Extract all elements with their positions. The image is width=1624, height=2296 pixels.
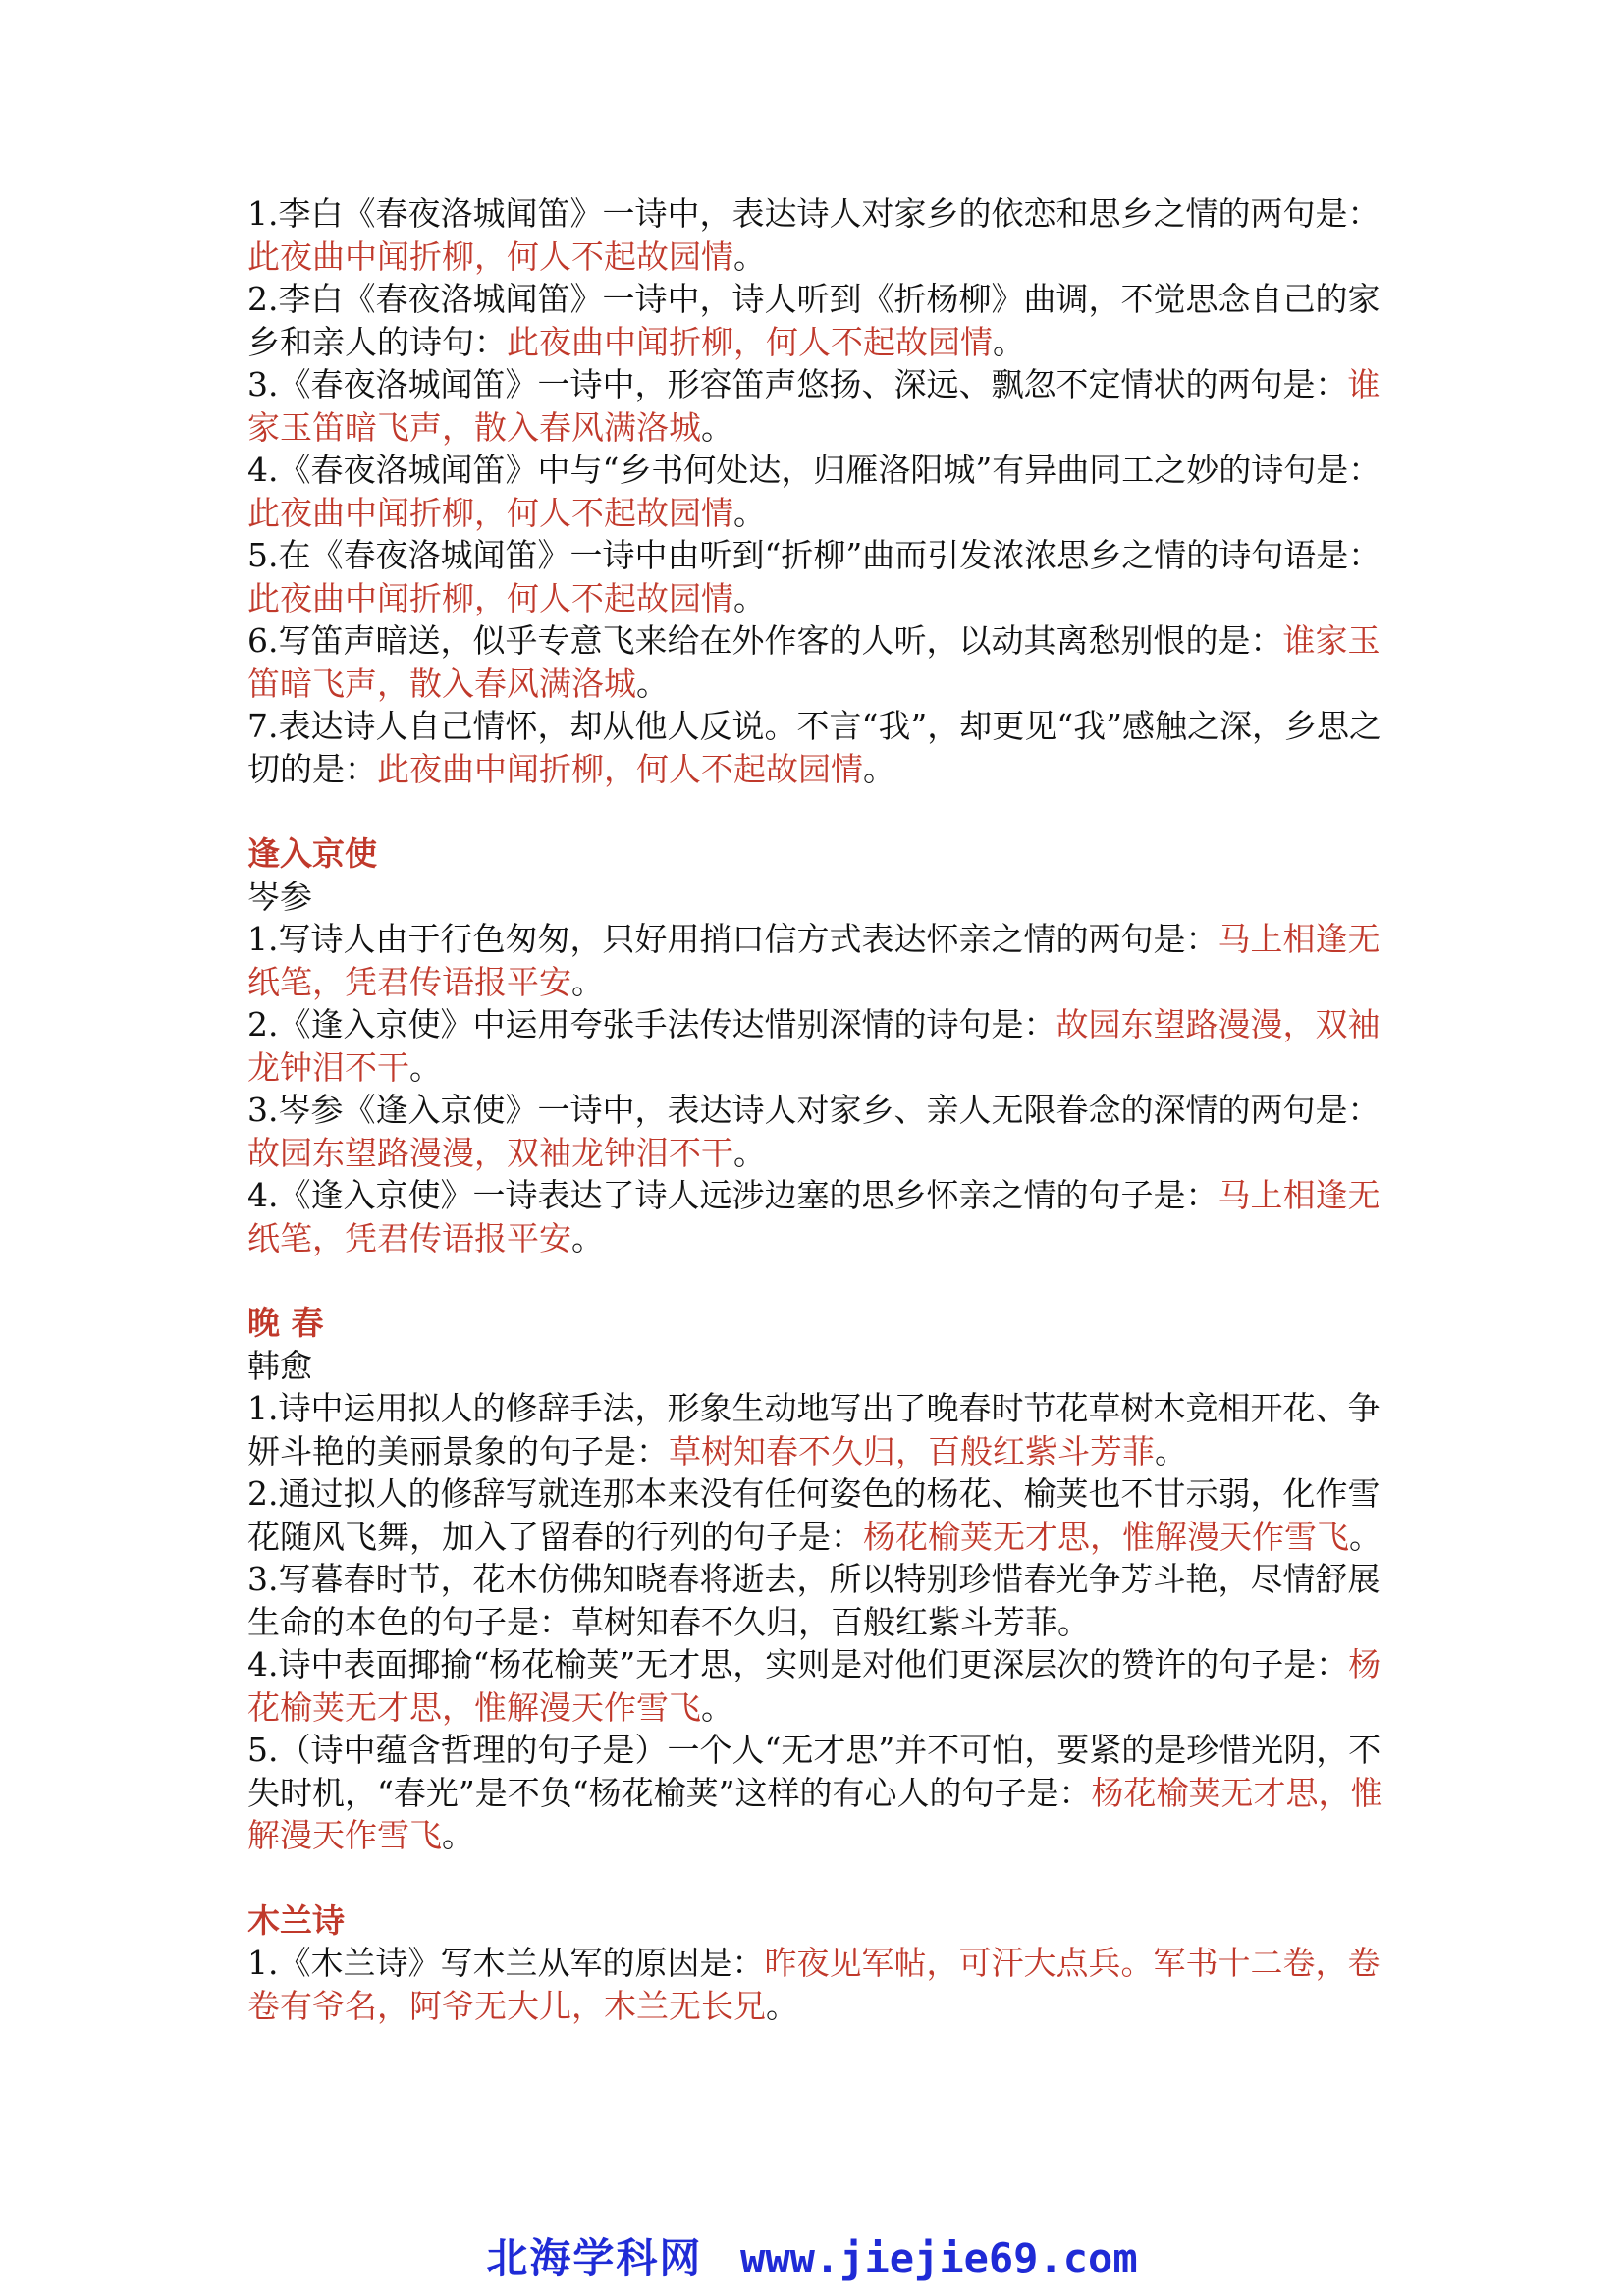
question-text: 4.诗中表面揶揄“杨花榆荚”无才思，实则是对他们更深层次的赞许的句子是： — [247, 1645, 1349, 1683]
question-text: 。 — [1349, 1517, 1381, 1556]
answer-text: 故园东望路漫漫，双袖 — [1056, 1005, 1380, 1043]
question-item — [247, 1643, 1390, 1729]
question-text: 妍斗艳的美丽景象的句子是： — [247, 1431, 669, 1470]
text-line — [247, 1558, 1390, 1601]
text-line — [247, 449, 1390, 492]
answer-text: 草树知春不久归，百般红紫斗芳菲 — [669, 1431, 1155, 1470]
text-line — [247, 1089, 1390, 1132]
question-text: 生命的本色的句子是：草树知春不久归，百般红紫斗芳菲。 — [247, 1602, 1090, 1641]
text-line — [247, 705, 1390, 748]
question-text: 1.李白《春夜洛城闻笛》一诗中，表达诗人对家乡的依恋和思乡之情的两句是： — [247, 194, 1380, 233]
answer-text: 马上相逢无 — [1218, 1176, 1380, 1214]
question-item — [247, 1003, 1390, 1089]
footer-brand: 北海学科网 — [486, 2234, 703, 2282]
section — [247, 832, 1390, 1259]
text-line — [247, 1217, 1390, 1260]
text-line — [247, 363, 1390, 406]
question-item — [247, 705, 1390, 790]
footer-url[interactable]: www.jiejie69.com — [740, 2234, 1138, 2282]
text-line — [247, 492, 1390, 535]
question-text: 3.《春夜洛城闻笛》一诗中，形容笛声悠扬、深远、飘忽不定情状的两句是： — [247, 365, 1348, 403]
question-text: 失时机，“春光”是不负“杨花榆荚”这样的有心人的句子是： — [247, 1773, 1092, 1812]
question-text: 切的是： — [247, 749, 377, 788]
answer-text: 杨 — [1348, 1645, 1381, 1683]
answer-text: 此夜曲中闻折柳，何人不起故园情 — [247, 578, 733, 617]
question-text: 5.在《春夜洛城闻笛》一诗中由听到“折柳”曲而引发浓浓思乡之情的诗句语是： — [247, 536, 1381, 574]
question-item — [247, 1942, 1390, 2027]
question-text: 6.写笛声暗送，似乎专意飞来给在外作客的人听，以动其离愁别恨的是： — [247, 621, 1283, 660]
answer-text: 解漫天作雪飞 — [247, 1816, 442, 1854]
answer-text: 杨花榆荚无才思，惟 — [1091, 1773, 1383, 1812]
text-line — [247, 1387, 1390, 1430]
text-line — [247, 748, 1390, 791]
question-item — [247, 1558, 1390, 1643]
section-author: 韩愈 — [247, 1346, 312, 1385]
text-line — [247, 1643, 1390, 1686]
question-item — [247, 1387, 1390, 1472]
question-item — [247, 534, 1390, 619]
question-text: 3.写暮春时节，花木仿佛知晓春将逝去，所以特别珍惜春光争芳斗艳，尽情舒展 — [247, 1560, 1380, 1598]
text-line — [247, 1430, 1390, 1473]
question-text: 3.岑参《逢入京使》一诗中，表达诗人对家乡、亲人无限眷念的深情的两句是： — [247, 1091, 1380, 1129]
question-text: 。 — [733, 1133, 766, 1172]
text-line — [247, 1985, 1390, 2028]
answer-text: 谁 — [1347, 365, 1380, 403]
question-text: 。 — [733, 493, 766, 532]
text-line — [247, 577, 1390, 620]
section — [247, 1899, 1390, 2028]
question-text: 。 — [1155, 1431, 1187, 1470]
question-text: 4.《春夜洛城闻笛》中与“乡书何处达，归雁洛阳城”有异曲同工之妙的诗句是： — [247, 451, 1381, 489]
question-item — [247, 1729, 1390, 1857]
question-item — [247, 1174, 1390, 1259]
text-line — [247, 406, 1390, 450]
question-text: 2.李白《春夜洛城闻笛》一诗中，诗人听到《折杨柳》曲调，不觉思念自己的家 — [247, 280, 1380, 318]
text-line — [247, 1942, 1390, 1985]
question-text: 。 — [733, 237, 766, 276]
question-item — [247, 1089, 1390, 1174]
answer-text: 谁家玉 — [1282, 621, 1380, 660]
text-line — [247, 278, 1390, 321]
question-text: 。 — [766, 1986, 798, 2025]
question-text: 。 — [701, 407, 733, 447]
answer-text: 此夜曲中闻折柳，何人不起故园情 — [377, 749, 863, 788]
text-line — [247, 1601, 1390, 1644]
question-text: 。 — [571, 962, 604, 1001]
text-line — [247, 619, 1390, 663]
question-text: 。 — [571, 1218, 604, 1257]
answer-text: 笛暗飞声，散入春风满洛城 — [247, 664, 636, 703]
question-item — [247, 449, 1390, 534]
question-text: 。 — [636, 664, 669, 703]
question-text: 7.表达诗人自己情怀，却从他人反说。不言“我”，却更见“我”感触之深，乡思之 — [247, 707, 1381, 745]
section-author: 岑参 — [247, 877, 312, 916]
question-text: 4.《逢入京使》一诗表达了诗人远涉边塞的思乡怀亲之情的句子是： — [247, 1176, 1218, 1214]
answer-text: 家玉笛暗飞声，散入春风满洛城 — [247, 407, 701, 447]
answer-text: 龙钟泪不干 — [247, 1047, 409, 1087]
document-body — [247, 192, 1390, 2027]
answer-text: 故园东望路漫漫，双袖龙钟泪不干 — [247, 1133, 733, 1172]
question-text: 。 — [733, 578, 766, 617]
footer-watermark — [0, 2233, 1624, 2284]
question-text: 5.（诗中蕴含哲理的句子是）一个人“无才思”并不可怕，要紧的是珍惜光阴，不 — [247, 1731, 1381, 1769]
section — [247, 1302, 1390, 1857]
answer-text: 卷有爷名，阿爷无大儿，木兰无长兄 — [247, 1986, 766, 2025]
answer-text: 纸笔，凭君传语报平安 — [247, 962, 571, 1001]
question-text: 。 — [701, 1687, 733, 1727]
text-line — [247, 1516, 1390, 1559]
text-line — [247, 1729, 1390, 1772]
text-line — [247, 236, 1390, 279]
question-item — [247, 918, 1390, 1003]
question-item — [247, 619, 1390, 705]
answer-text: 此夜曲中闻折柳，何人不起故园情 — [247, 237, 733, 276]
question-text: 。 — [409, 1047, 442, 1087]
question-text: 花随风飞舞，加入了留春的行列的句子是： — [247, 1517, 863, 1556]
text-line — [247, 534, 1390, 577]
question-text: 1.写诗人由于行色匆匆，只好用捎口信方式表达怀亲之情的两句是： — [247, 920, 1218, 958]
text-line — [247, 1046, 1390, 1090]
text-line — [247, 918, 1390, 961]
question-text: 。 — [863, 749, 895, 788]
section-title: 晚 春 — [247, 1304, 324, 1342]
text-line — [247, 1472, 1390, 1516]
text-line — [247, 663, 1390, 706]
question-text: 。 — [993, 322, 1025, 361]
question-text: 乡和亲人的诗句： — [247, 322, 507, 361]
question-item — [247, 278, 1390, 363]
text-line — [247, 961, 1390, 1004]
question-item — [247, 192, 1390, 278]
answer-text: 马上相逢无 — [1218, 920, 1380, 958]
text-line — [247, 1772, 1390, 1815]
answer-text: 此夜曲中闻折柳，何人不起故园情 — [507, 322, 993, 361]
answer-text: 花榆荚无才思，惟解漫天作雪飞 — [247, 1687, 701, 1727]
text-line — [247, 192, 1390, 236]
text-line — [247, 1814, 1390, 1857]
question-text: 2.通过拟人的修辞写就连那本来没有任何姿色的杨花、榆荚也不甘示弱，化作雪 — [247, 1474, 1380, 1513]
question-text: 1.诗中运用拟人的修辞手法，形象生动地写出了晚春时节花草树木竞相开花、争 — [247, 1389, 1380, 1427]
text-line — [247, 1174, 1390, 1217]
question-text: 。 — [442, 1816, 474, 1854]
text-line — [247, 1132, 1390, 1175]
question-text: 2.《逢入京使》中运用夸张手法传达惜别深情的诗句是： — [247, 1005, 1056, 1043]
question-item — [247, 363, 1390, 449]
answer-text: 杨花榆荚无才思，惟解漫天作雪飞 — [863, 1517, 1349, 1556]
text-line — [247, 1003, 1390, 1046]
answer-text: 此夜曲中闻折柳，何人不起故园情 — [247, 493, 733, 532]
section-title: 木兰诗 — [247, 1900, 345, 1940]
section — [247, 192, 1390, 790]
answer-text: 纸笔，凭君传语报平安 — [247, 1218, 571, 1257]
answer-text: 昨夜见军帖，可汗大点兵。军书十二卷，卷 — [764, 1944, 1380, 1982]
question-item — [247, 1472, 1390, 1558]
text-line — [247, 321, 1390, 364]
text-line — [247, 1686, 1390, 1730]
question-text: 1.《木兰诗》写木兰从军的原因是： — [247, 1944, 765, 1982]
section-title: 逢入京使 — [247, 834, 377, 873]
